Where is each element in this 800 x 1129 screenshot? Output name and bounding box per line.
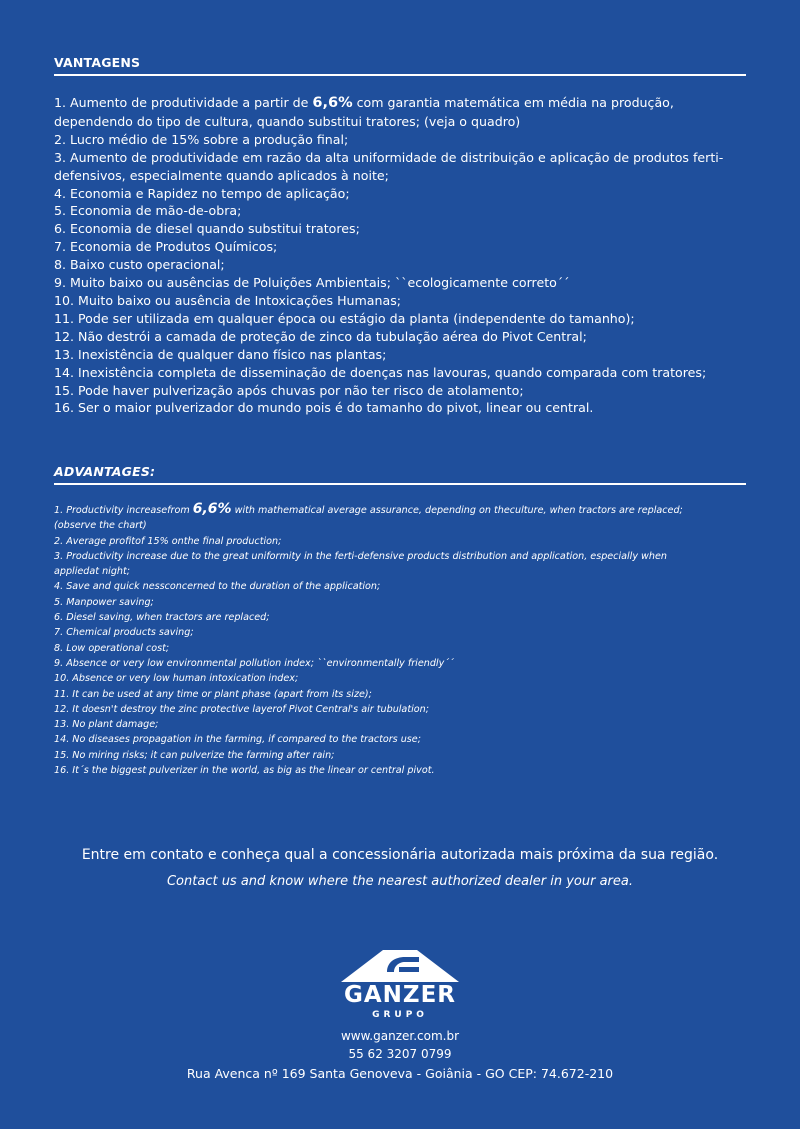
list-item: 14. No diseases propagation in the farming, if compared to the tractors use;	[54, 734, 421, 746]
list-item: 16. Ser o maior pulverizador do mundo pois é do tamanho do pivot, linear ou central.	[54, 400, 594, 416]
contact-text-en: Contact us and know where the nearest authorized dealer in your area.	[166, 874, 633, 889]
vantagens-section	[54, 55, 746, 417]
address: Rua Avenca nº 169 Santa Genoveva - Goiânia - GO CEP: 74.672-210	[186, 1066, 614, 1081]
list-item: 12. Não destrói a camada de proteção de zinco da tubulação aérea do Pivot Central;	[54, 328, 587, 344]
list-item: 1. Productivity increasefrom 6,6% with mathematical average assurance, depending on theculture, when tractors are replaced;	[54, 501, 683, 517]
advantages-section	[54, 464, 746, 778]
contact-text-pt: Entre em contato e conheça qual a concessionária autorizada mais próxima da sua região.	[81, 847, 719, 863]
ganzer-logo	[335, 948, 465, 1026]
vantagens-heading: VANTAGENS	[54, 55, 746, 76]
list-item: 6. Economia de diesel quando substitui tratores;	[54, 221, 360, 237]
list-item: 4. Economia e Rapidez no tempo de aplicação;	[54, 185, 350, 201]
list-item: 1. Aumento de produtividade a partir de 6,6% com garantia matemática em média na produção,	[54, 95, 674, 111]
highlight-value: 6,6%	[312, 95, 353, 111]
list-item: 9. Absence or very low environmental pollution index; ``environmentally friendly´´	[54, 657, 454, 669]
list-item: 8. Baixo custo operacional;	[54, 257, 225, 273]
advantages-list	[54, 502, 746, 778]
list-item: 13. Inexistência de qualquer dano físico nas plantas;	[54, 346, 387, 362]
list-item: 3. Aumento de produtividade em razão da alta uniformidade de distribuição e aplicação de produtos ferti-	[54, 149, 724, 165]
vantagens-list	[54, 94, 746, 417]
list-item: 3. Productivity increase due to the great uniformity in the ferti-defensive products distribution and application, especially when	[54, 550, 667, 562]
advantages-heading: ADVANTAGES:	[54, 464, 746, 485]
list-item: 15. No miring risks; it can pulverize the farming after rain;	[54, 749, 335, 761]
list-item: defensivos, especialmente quando aplicados à noite;	[54, 167, 389, 183]
list-item: 9. Muito baixo ou ausências de Poluições Ambientais; ``ecologicamente correto´´	[54, 275, 570, 291]
list-item: 12. It doesn't destroy the zinc protective layerof Pivot Central's air tubulation;	[54, 703, 429, 715]
list-item: 5. Manpower saving;	[54, 596, 154, 608]
list-item: 6. Diesel saving, when tractors are replaced;	[54, 612, 270, 624]
list-item: 4. Save and quick nessconcerned to the duration of the application;	[54, 581, 381, 593]
list-item: 7. Economia de Produtos Químicos;	[54, 239, 278, 255]
list-item: 15. Pode haver pulverização após chuvas por não ter risco de atolamento;	[54, 382, 524, 398]
phone-number: 55 62 3207 0799	[348, 1047, 452, 1061]
list-item: 14. Inexistência completa de disseminação de doenças nas lavouras, quando comparada com tratores;	[54, 364, 707, 380]
list-item: 16. It´s the biggest pulverizer in the world, as big as the linear or central pivot.	[54, 765, 435, 777]
list-item: (observe the chart)	[54, 520, 147, 532]
list-item: 10. Muito baixo ou ausência de Intoxicações Humanas;	[54, 292, 402, 308]
ganzer-roof-icon	[335, 948, 465, 984]
logo-subtitle: GRUPO	[372, 1010, 428, 1020]
logo-name: GANZER	[343, 982, 457, 1008]
highlight-value: 6,6%	[192, 501, 232, 517]
list-item: 2. Lucro médio de 15% sobre a produção final;	[54, 131, 349, 147]
list-item: 7. Chemical products saving;	[54, 627, 194, 639]
list-item: 2. Average profitof 15% onthe final production;	[54, 535, 282, 547]
list-item: 8. Low operational cost;	[54, 642, 170, 654]
list-item: 10. Absence or very low human intoxication index;	[54, 673, 299, 685]
list-item: 5. Economia de mão-de-obra;	[54, 203, 242, 219]
list-item: appliedat night;	[54, 566, 130, 578]
list-item: dependendo do tipo de cultura, quando substitui tratores; (veja o quadro)	[54, 113, 521, 129]
list-item: 13. No plant damage;	[54, 719, 159, 731]
list-item: 11. Pode ser utilizada em qualquer época ou estágio da planta (independente do tamanho);	[54, 310, 635, 326]
website-link[interactable]: www.ganzer.com.br	[340, 1029, 460, 1043]
list-item: 11. It can be used at any time or plant phase (apart from its size);	[54, 688, 372, 700]
